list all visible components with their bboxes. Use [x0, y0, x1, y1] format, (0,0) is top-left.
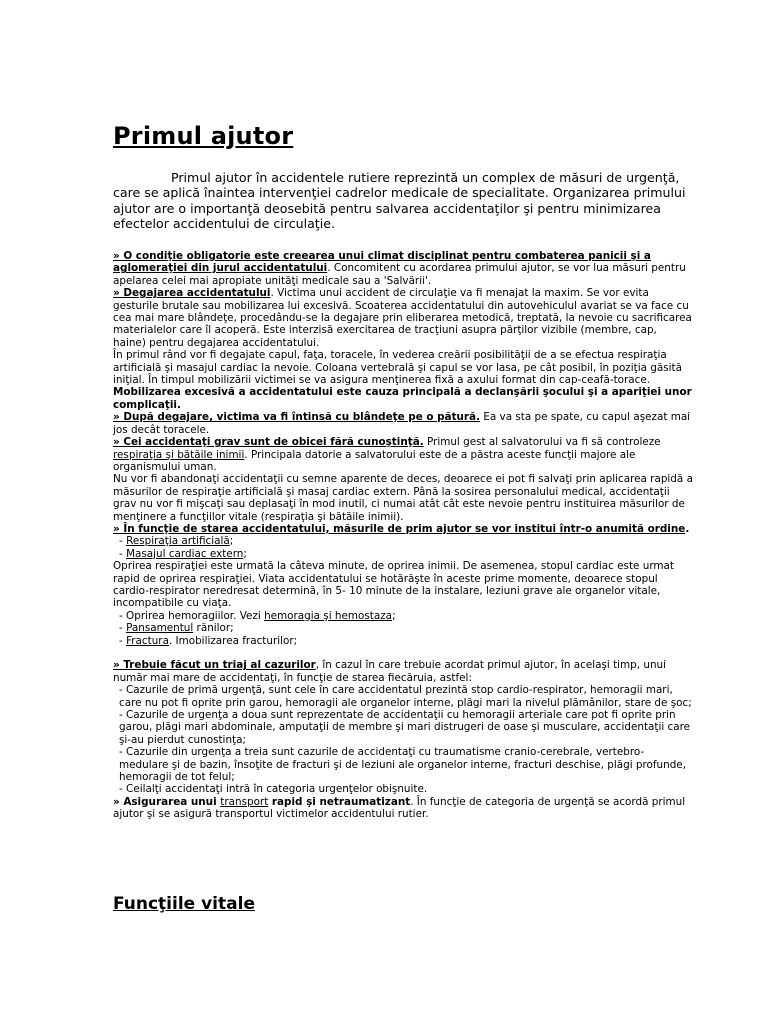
- paragraph-after-extraction: » După degajare, victima va fi întinsă cu blândeţe pe o pătură. Ea va sta pe spate, cu capul aşezat mai jos decât toracele.: [113, 411, 691, 436]
- paragraph-climate: » O condiţie obligatorie este creearea unui climat disciplinat pentru combaterea panicii şi a aglomeraţiei din jurul accidentatului. Concomitent cu acordarea primului ajutor, se vor lua măsuri pentru apelarea celei mai apropiate unităţi medicale sau a 'Salvării'.: [113, 250, 686, 287]
- link-cardiac-massage[interactable]: Masajul cardiac extern: [126, 547, 244, 560]
- link-transport[interactable]: transport: [220, 795, 269, 808]
- paragraph-unconscious-heading: » Cei accidentaţi grav sunt de obicei fără cunoştinţă.: [113, 436, 424, 449]
- list-item: - Cazurile de primă urgenţă, sunt cele în care accidentatul prezintă stop cardio-respirator, hemoragii mari, care nu pot fi oprite prin garou, hemoragii ale organelor interne, plăgi mari la nivelul plămânilor, stare de şoc;: [119, 684, 692, 709]
- paragraph-mobilization-warning: Mobilizarea excesivă a accidentatului este cauza principală a declanşării şocului şi a apariţiei unor complicaţii.: [113, 386, 692, 411]
- document-body: [113, 250, 693, 821]
- link-artificial-respiration[interactable]: Respiraţia artificială: [126, 535, 230, 548]
- paragraph-cardiac-arrest: Oprirea respiraţiei este urmată la câteva minute, de oprirea inimii. De asemenea, stopul cardiac este urmat rapid de oprirea respiraţiei. Viata accidentatului se hotărăşte în aceste prime momente, deoarece stopul cardio-respirator neredresat determină, în 5- 10 minute de la instalare, leziuni grave ale organelor vitale, incompatibile cu viaţa.: [113, 560, 674, 610]
- list-item: - Cazurile de urgenţa a doua sunt reprezentate de accidentaţii cu hemoragii arteriale care pot fi oprite prin garou, plăgi mari abdominale, amputaţii de membre şi mari distrugeri de oase şi musculare, accidentaţii care şi-au pierdut cunostinţa;: [119, 709, 691, 746]
- paragraph-extraction: » Degajarea accidentatului. Victima unui accident de circulaţie va fi menajat la maxim. Se vor evita gesturile brutale sau mobilizarea lui excesivă. Scoaterea accidentatului din autovehiculul avariat se va face cu cea mai mare blândeţe, procedându-se la degajare prin eliberarea metodică, treptată, la nevoie cu sacrificarea materialelor care îl acoperă. Este interzisă exercitarea de tracţiuni asupra părţilor vizibile (membre, cap, haine) pentru degajarea accidentatului.: [113, 287, 692, 349]
- list-item: - Ceilalţi accidentaţi intră în categoria urgenţelor obişnuite.: [119, 783, 428, 796]
- link-breathing-heartbeat[interactable]: respiraţia şi bătăile inimii: [113, 448, 245, 461]
- paragraph-order: » În funcţie de starea accidentatului, măsurile de prim ajutor se vor institui într-o anumită ordine.: [113, 522, 690, 535]
- list-item: - Cazurile din urgenţa a treia sunt cazurile de accidentaţi cu traumatisme cranio-cerebrale, vertebro-medulare şi de bazin, însoţite de fracturi şi de leziuni ale organelor interne, fracturi deschise, plăgi profunde, hemoragii de tot felul;: [119, 746, 686, 784]
- paragraph-do-not-abandon: Nu vor fi abandonaţi accidentaţii cu semne aparente de deces, deoarece ei pot fi salvaţi prin aplicarea rapidă a măsurilor de respiraţie artificială şi masaj cardiac extern. Până la sosirea personalului medical, accidentaţii grav nu vor fi mişcaţi sau deplasaţi în mod inutil, ci numai atât cât este nevoie pentru instituirea măsurilor de menţinere a funcţiilor vitale (respiraţia şi bătăile inimii).: [113, 473, 693, 523]
- paragraph-climate-heading: » O condiţie obligatorie este creearea unui climat disciplinat pentru combaterea panicii şi a aglomeraţiei din jurul accidentatului: [113, 250, 651, 275]
- paragraph-unconscious: » Cei accidentaţi grav sunt de obicei fără cunoştinţă. Primul gest al salvatorului va fi să controleze respiraţia şi bătăile inimii. Principala datorie a salvatorului este de a păstra aceste funcţii majore ale organismului uman.: [113, 436, 661, 473]
- paragraph-extraction-heading: » Degajarea accidentatului: [113, 287, 271, 300]
- paragraph-head-first: În primul rând vor fi degajate capul, faţa, toracele, în vederea creării posibilităţii de a se efectua respiraţia artificială şi masajul cardiac la nevoie. Coloana vertebrală şi capul se vor lasa, pe cât posibil, în poziţia găsită iniţial. În timpul mobilizării victimei se va asigura menţinerea fixă a axului format din cap-ceafă-torace.: [113, 349, 682, 387]
- link-fracture[interactable]: Fractura: [126, 634, 169, 647]
- list-item: - Respiraţia artificială;: [119, 535, 234, 548]
- list-item: - Oprirea hemoragiilor. Vezi hemoragia şi hemostaza;: [119, 609, 396, 622]
- paragraph-after-extraction-heading: » După degajare, victima va fi întinsă cu blândeţe pe o pătură.: [113, 411, 481, 424]
- spacer: [113, 647, 693, 659]
- paragraph-triage: » Trebuie făcut un triaj al cazurilor, în cazul în care trebuie acordat primul ajutor, în acelaşi timp, unui număr mai mare de accidentaţi, în funcţie de starea fiecăruia, astfel:: [113, 659, 667, 684]
- paragraph-triage-heading: » Trebuie făcut un triaj al cazurilor: [113, 659, 316, 672]
- intro-paragraph: Primul ajutor în accidentele rutiere reprezintă un complex de măsuri de urgenţă, care se aplică înaintea intervenţiei cadrelor medicale de specialitate. Organizarea primului ajutor are o importanţă deosebită pentru salvarea accidentaţilor şi pentru minimizarea efectelor accidentului de circulaţie.: [113, 170, 686, 232]
- link-hemorrhage[interactable]: hemoragia şi hemostaza: [264, 609, 393, 622]
- link-bandage[interactable]: Pansamentul: [126, 622, 194, 635]
- section-title-vital-functions: Funcţiile vitale: [113, 894, 255, 914]
- list-item: - Pansamentul rănilor;: [119, 622, 234, 635]
- paragraph-order-heading: » În funcţie de starea accidentatului, măsurile de prim ajutor se vor institui într-o anumită ordine: [113, 522, 686, 535]
- page-title: Primul ajutor: [113, 122, 294, 150]
- list-item: - Masajul cardiac extern;: [119, 547, 247, 560]
- paragraph-transport: » Asigurarea unui transport rapid şi netraumatizant. În funcţie de categoria de urgenţă se acordă primul ajutor şi se asigură transportul victimelor accidentului rutier.: [113, 795, 686, 821]
- list-item: - Fractura. Imobilizarea fracturilor;: [119, 634, 298, 647]
